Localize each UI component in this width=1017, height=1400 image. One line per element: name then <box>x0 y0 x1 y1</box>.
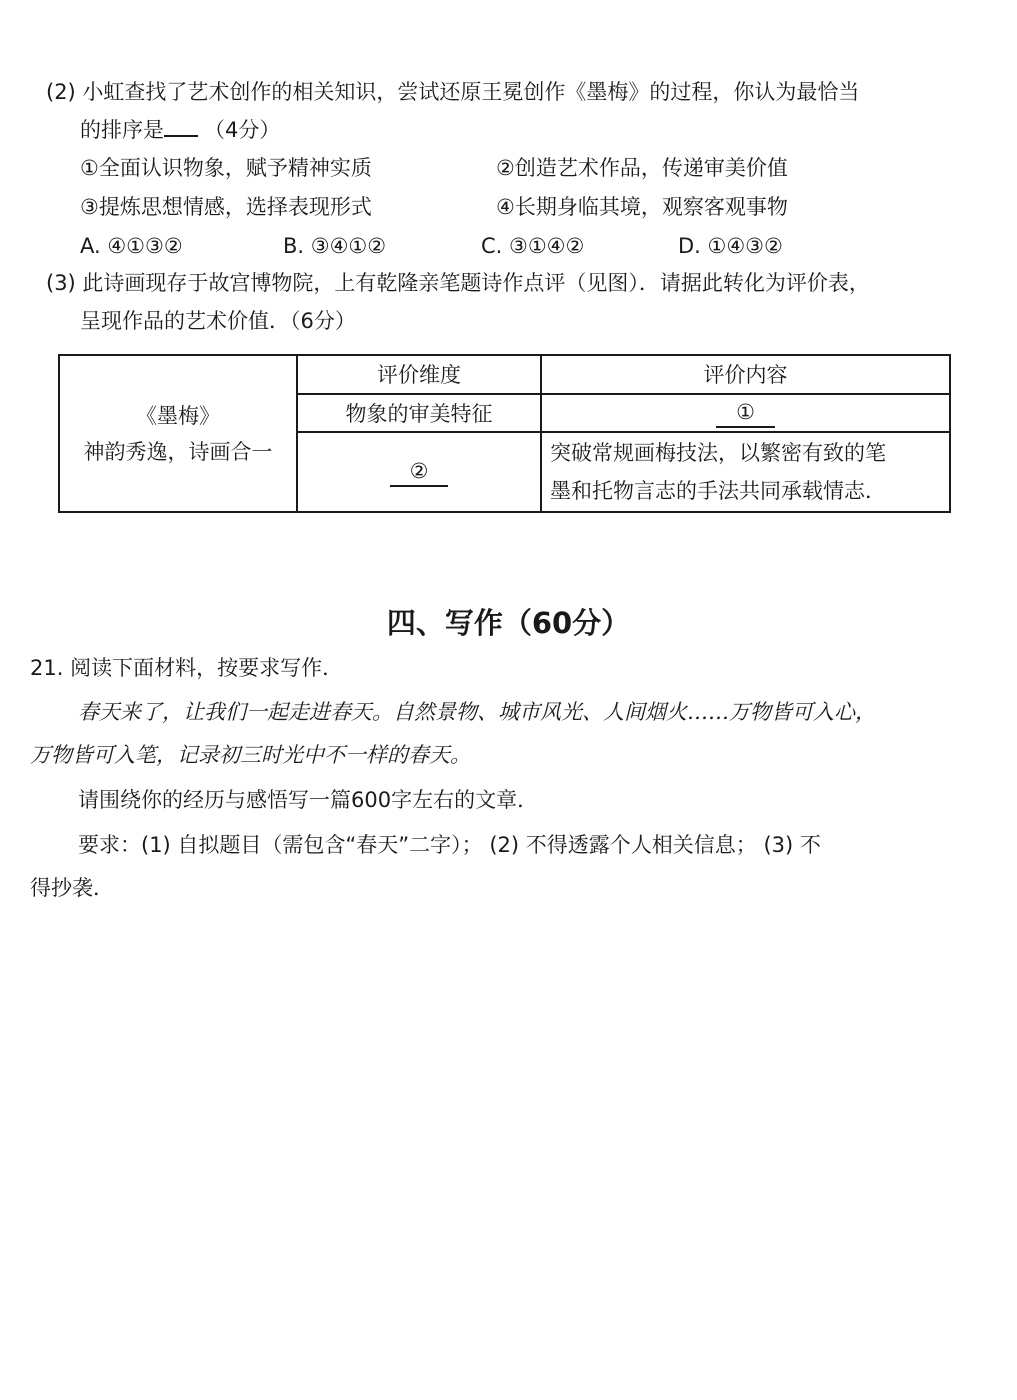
q3-prompt-line1: (3) 此诗画现存于故宫博物院，上有乾隆亲笔题诗作点评（见图）．请据此转化为评价表， <box>46 271 870 295</box>
row1-content-cell <box>541 394 950 433</box>
q21-instruction: 请围绕你的经历与感悟写一篇600字左右的文章． <box>78 788 539 812</box>
evaluation-table <box>58 354 951 513</box>
row2-content-line1: 突破常规画梅技法，以繁密有致的笔 <box>550 441 886 466</box>
q2-option-d: D. ①④③② <box>678 234 783 258</box>
q2-option-a: A. ④①③② <box>80 234 183 258</box>
q3-prompt-line2: 呈现作品的艺术价值．（6分） <box>80 309 356 333</box>
answer-blank-2: ② <box>390 457 449 487</box>
q2-prompt-pre: 的排序是 <box>80 118 164 142</box>
q2-prompt-line2 <box>80 115 280 145</box>
q2-prompt-line1: (2) 小虹查找了艺术创作的相关知识，尝试还原王冕创作《墨梅》的过程，你认为最恰当 <box>46 80 860 104</box>
row2-content-line2: 墨和托物言志的手法共同承载情志． <box>550 479 886 504</box>
answer-blank <box>164 117 198 137</box>
work-description: 神韵秀逸，诗画合一 <box>83 439 273 464</box>
q2-option-c: C. ③①④② <box>481 234 585 258</box>
q2-item-2: ②创造艺术作品，传递审美价值 <box>496 156 788 180</box>
section-title: 四、写作（60分） <box>386 606 631 640</box>
work-cell <box>59 355 297 512</box>
q21-requirements-line1: 要求：(1) 自拟题目（需包含“春天”二字）； (2) 不得透露个人相关信息； (3) 不 <box>78 833 821 857</box>
q2-prompt-post: （4分） <box>204 118 281 142</box>
q2-item-4: ④长期身临其境，观察客观事物 <box>496 195 788 219</box>
row1-dimension: 物象的审美特征 <box>297 394 541 433</box>
answer-blank-1: ① <box>716 398 775 428</box>
row2-dimension-cell <box>297 432 541 512</box>
q21-requirements-line2: 得抄袭． <box>30 876 114 900</box>
q21-material-line2: 万物皆可入笔，记录初三时光中不一样的春天。 <box>30 743 471 767</box>
header-dimension: 评价维度 <box>297 355 541 394</box>
row2-content-cell <box>541 432 950 512</box>
header-content: 评价内容 <box>541 355 950 394</box>
q2-item-1: ①全面认识物象，赋予精神实质 <box>80 156 372 180</box>
q2-item-3: ③提炼思想情感，选择表现形式 <box>80 195 372 219</box>
q21-intro: 21. 阅读下面材料，按要求写作． <box>30 656 344 680</box>
work-title: 《墨梅》 <box>136 403 220 428</box>
q21-material-line1: 春天来了，让我们一起走进春天。自然景物、城市风光、人间烟火……万物皆可入心， <box>78 700 876 724</box>
q2-option-b: B. ③④①② <box>283 234 387 258</box>
